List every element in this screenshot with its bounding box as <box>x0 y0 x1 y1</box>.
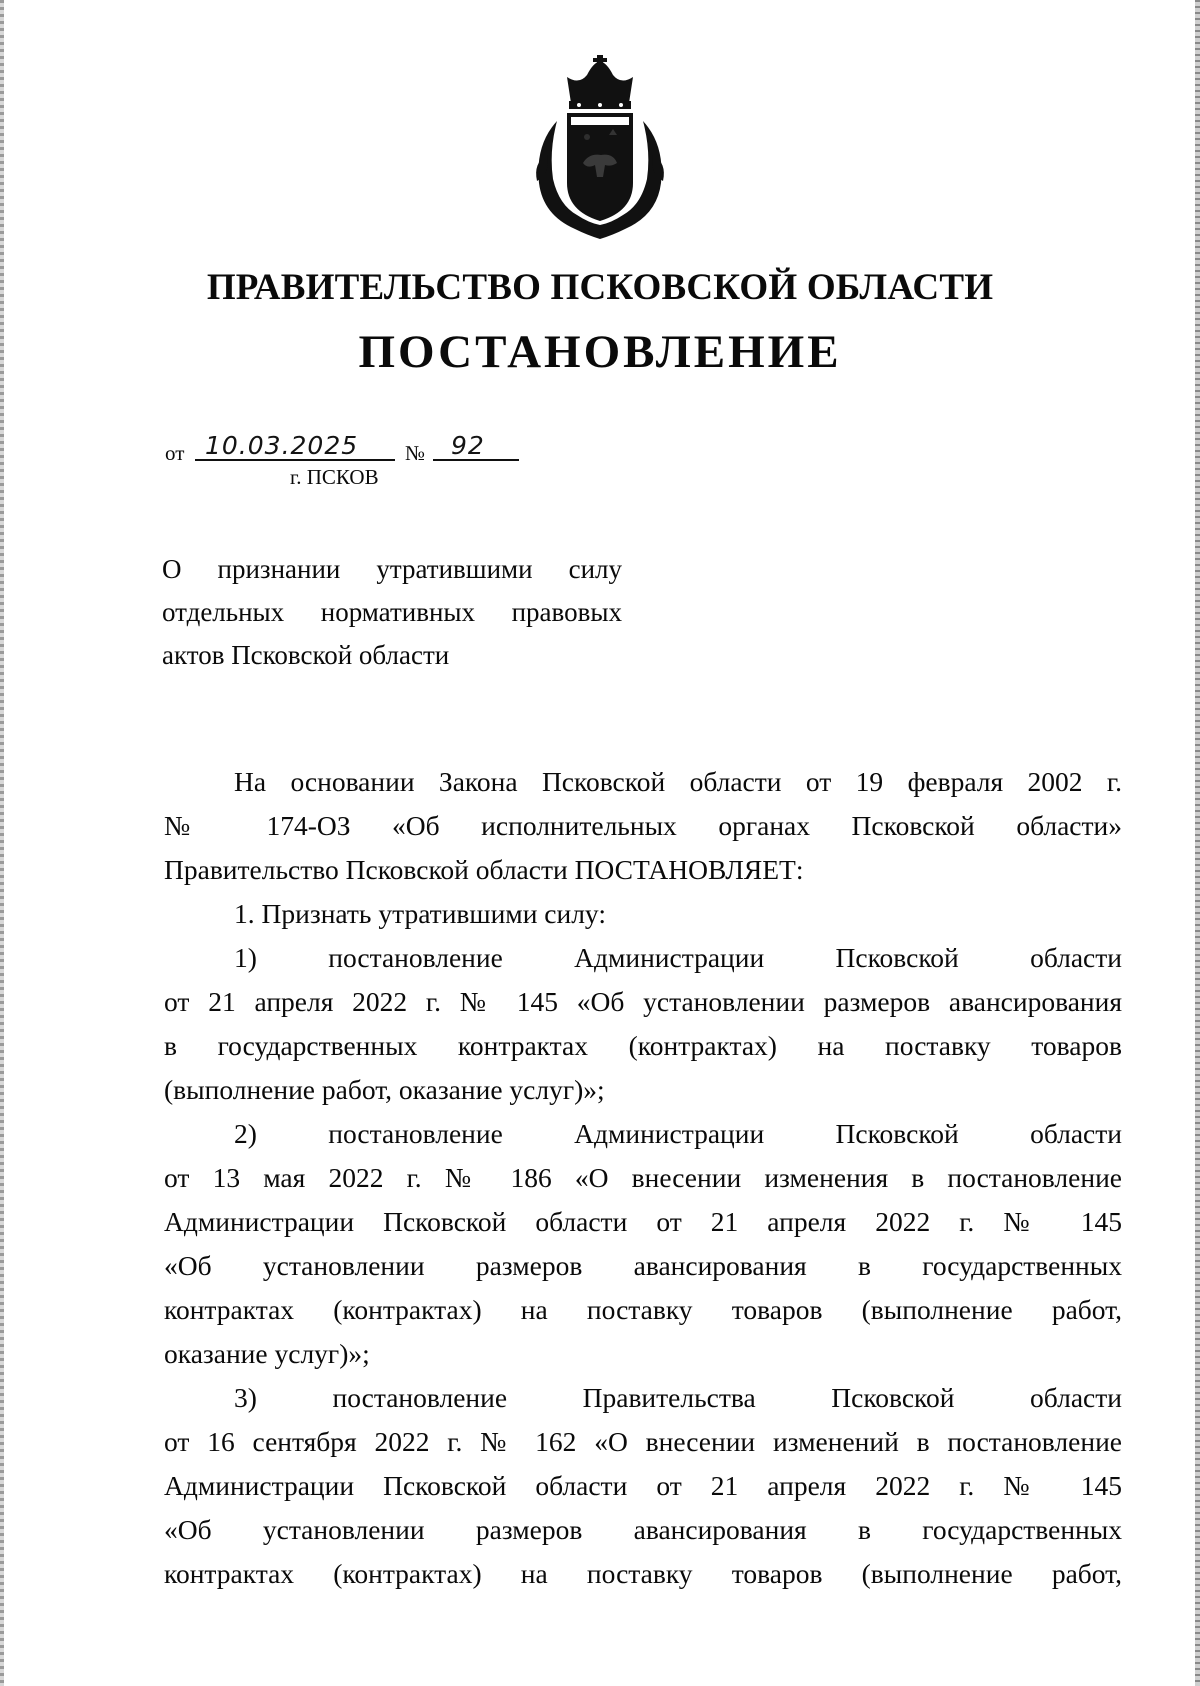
body-line: от 16 сентября 2022 г. № 162 «О внесении изменений в постановление <box>164 1426 1122 1457</box>
scan-edge-left <box>0 0 4 1686</box>
number-prefix-label: № <box>405 441 426 465</box>
body-line: Администрации Псковской области от 21 апреля 2022 г. № 145 <box>164 1206 1122 1237</box>
body-line: (выполнение работ, оказание услуг)»; <box>164 1074 605 1105</box>
body-line: от 13 мая 2022 г. № 186 «О внесении изменения в постановление <box>164 1162 1122 1193</box>
handwritten-date: 10.03.2025 <box>205 431 359 460</box>
document-type-title: ПОСТАНОВЛЕНИЕ <box>358 326 842 378</box>
body-line: 3) постановление Правительства Псковской области <box>234 1382 1122 1413</box>
body-line: Правительство Псковской области ПОСТАНОВЛЯЕТ: <box>164 854 804 885</box>
body-line: «Об установлении размеров авансирования в государственных <box>164 1514 1122 1545</box>
date-prefix-label: от <box>165 441 185 465</box>
city-label: г. ПСКОВ <box>290 465 379 489</box>
body-line: от 21 апреля 2022 г. № 145 «Об установлении размеров авансирования <box>164 986 1122 1017</box>
subject-line: отдельных нормативных правовых <box>162 597 622 627</box>
registration-line <box>165 431 565 467</box>
body-line: № 174-ОЗ «Об исполнительных органах Псковской области» <box>164 810 1122 841</box>
body-line: контрактах (контрактах) на поставку товаров (выполнение работ, <box>164 1294 1122 1325</box>
body-line: Администрации Псковской области от 21 апреля 2022 г. № 145 <box>164 1470 1122 1501</box>
organization-title: ПРАВИТЕЛЬСТВО ПСКОВСКОЙ ОБЛАСТИ <box>206 267 994 308</box>
coat-of-arms-icon <box>527 55 673 240</box>
subject-line: О признании утратившими силу <box>162 554 622 584</box>
body-line: оказание услуг)»; <box>164 1338 370 1369</box>
body-line: 1) постановление Администрации Псковской области <box>234 942 1122 973</box>
body-line: контрактах (контрактах) на поставку товаров (выполнение работ, <box>164 1558 1122 1589</box>
handwritten-number: 92 <box>451 431 485 460</box>
document-body <box>164 760 1122 1596</box>
body-line: На основании Закона Псковской области от 19 февраля 2002 г. <box>234 766 1122 797</box>
subject-line: актов Псковской области <box>162 640 450 670</box>
body-line: 1. Признать утратившими силу: <box>234 898 606 929</box>
body-line: в государственных контрактах (контрактах) на поставку товаров <box>164 1030 1122 1061</box>
body-line: «Об установлении размеров авансирования в государственных <box>164 1250 1122 1281</box>
body-line: 2) постановление Администрации Псковской области <box>234 1118 1122 1149</box>
document-subject <box>162 548 622 677</box>
scan-edge-right <box>1195 0 1200 1686</box>
